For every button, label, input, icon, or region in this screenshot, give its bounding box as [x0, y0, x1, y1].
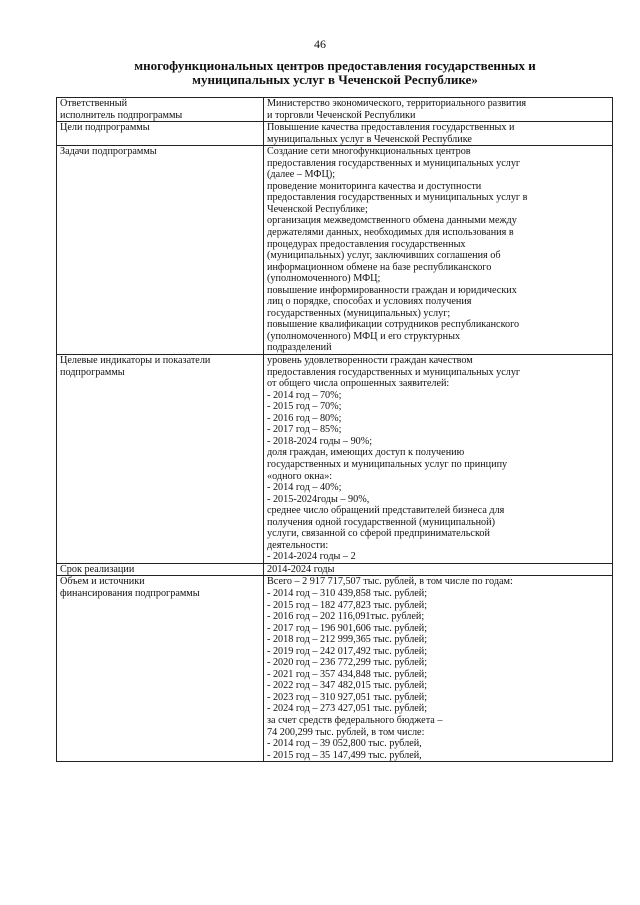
row-content-cell — [264, 576, 613, 762]
content-line: 74 200,299 тыс. рублей, в том числе: — [267, 726, 425, 738]
content-line: «одного окна»: — [267, 470, 333, 482]
content-line: - 2015 год – 35 147,499 тыс. рублей, — [267, 749, 422, 761]
row-label-cell — [57, 576, 264, 762]
section-title — [60, 59, 610, 87]
content-line: - 2024 год – 273 427,051 тыс. рублей; — [267, 703, 428, 715]
content-line: муниципальных услуг в Чеченской Республике — [267, 133, 472, 145]
content-line: - 2023 год – 310 927,051 тыс. рублей; — [267, 691, 428, 703]
content-line: повышение информированности граждан и юридических — [267, 284, 517, 296]
content-line: повышение квалификации сотрудников республиканского — [267, 319, 520, 331]
content-line: проведение мониторинга качества и доступности — [267, 180, 482, 192]
content-line: - 2016 год – 202 116,091тыс. рублей; — [267, 611, 425, 623]
content-line: организация межведомственного обмена данными между — [267, 215, 517, 227]
content-line: - 2014-2024 годы – 2 — [267, 551, 356, 563]
content-line: (уполномоченного) МФЦ и его структурных — [267, 330, 461, 342]
content-line: услуги, связанной со сферой предпринимательской — [267, 528, 490, 540]
content-line: Создание сети многофункциональных центров — [267, 146, 471, 158]
label-line: Целевые индикаторы и показатели — [60, 355, 211, 367]
row-content-cell — [264, 355, 613, 564]
content-line: - 2022 год – 347 482,015 тыс. рублей; — [267, 680, 428, 692]
content-line: лиц о порядке, способах и условиях получения — [267, 296, 472, 308]
label-line: подпрограммы — [60, 366, 125, 378]
content-line: (муниципальных) услуг, заключивших соглашения об — [267, 250, 501, 262]
content-line: - 2020 год – 236 772,299 тыс. рублей; — [267, 657, 428, 669]
content-line: - 2015 год – 182 477,823 тыс. рублей; — [267, 599, 428, 611]
content-line: уровень удовлетворенности граждан качеством — [267, 355, 473, 367]
content-line: - 2019 год – 242 017,492 тыс. рублей; — [267, 645, 428, 657]
table-row — [57, 146, 613, 355]
content-line: от общего числа опрошенных заявителей: — [267, 378, 450, 390]
content-line: - 2014 год – 70%; — [267, 389, 342, 401]
content-line: Повышение качества предоставления государственных и — [267, 122, 515, 134]
content-line: - 2017 год – 196 901,606 тыс. рублей; — [267, 622, 428, 634]
label-line: Ответственный — [60, 98, 128, 109]
content-line: - 2014 год – 39 052,800 тыс. рублей, — [267, 738, 422, 750]
content-line: предоставления государственных и муниципальных услуг — [267, 157, 521, 169]
content-line: подразделений — [267, 342, 332, 354]
content-line: среднее число обращений представителей бизнеса для — [267, 505, 505, 517]
content-line: предоставления государственных и муниципальных услуг в — [267, 192, 528, 204]
content-line: предоставления государственных и муниципальных услуг — [267, 366, 521, 378]
table-row — [57, 576, 613, 762]
content-line: - 2014 год – 40%; — [267, 482, 342, 494]
content-line: - 2018 год – 212 999,365 тыс. рублей; — [267, 634, 428, 646]
content-line: Министерство экономического, территориального развития — [267, 98, 527, 109]
content-line: - 2018-2024 годы – 90%; — [267, 435, 373, 447]
row-content-cell — [264, 146, 613, 355]
label-line: Задачи подпрограммы — [60, 146, 157, 158]
label-line: Цели подпрограммы — [60, 122, 150, 134]
content-line: - 2017 год – 85%; — [267, 424, 342, 436]
content-line: - 2021 год – 357 434,848 тыс. рублей; — [267, 668, 428, 680]
table-row — [57, 98, 613, 122]
page-number: 46 — [314, 37, 326, 51]
content-line: информационном обмене на базе республиканского — [267, 261, 492, 273]
row-content-cell — [264, 122, 613, 146]
title-line: многофункциональных центров предоставления государственных и — [134, 59, 536, 73]
content-line: Всего – 2 917 717,507 тыс. рублей, в том числе по годам: — [267, 576, 513, 588]
content-line: Чеченской Республике; — [267, 203, 368, 215]
content-line: - 2014 год – 310 439,858 тыс. рублей; — [267, 587, 428, 599]
title-line: муниципальных услуг в Чеченской Республике» — [192, 73, 478, 87]
content-line: - 2016 год – 80%; — [267, 412, 342, 424]
label-line: Срок реализации — [60, 563, 135, 575]
subprogram-passport-table — [56, 97, 613, 762]
content-line: получения одной государственной (муниципальной) — [267, 516, 495, 528]
row-label-cell — [57, 355, 264, 564]
content-line: и торговли Чеченской Республики — [267, 109, 416, 121]
table-row — [57, 563, 613, 576]
content-line: (далее – МФЦ); — [267, 169, 336, 181]
label-line: Объем и источники — [60, 576, 145, 588]
table-row — [57, 355, 613, 564]
content-line: 2014-2024 годы — [267, 563, 335, 575]
label-line: финансирования подпрограммы — [60, 587, 200, 599]
row-label-cell — [57, 146, 264, 355]
content-line: - 2015 год – 70%; — [267, 401, 342, 413]
row-content-cell — [264, 98, 613, 122]
content-line: (уполномоченного) МФЦ; — [267, 273, 381, 285]
content-line: держателями данных, необходимых для использования в — [267, 227, 514, 239]
content-line: доля граждан, имеющих доступ к получению — [267, 447, 465, 459]
content-line: - 2015-2024годы – 90%, — [267, 493, 370, 505]
content-line: деятельности: — [267, 539, 329, 551]
row-label-cell — [57, 122, 264, 146]
content-line: за счет средств федерального бюджета – — [267, 714, 443, 726]
table-row — [57, 122, 613, 146]
row-label-cell — [57, 563, 264, 576]
content-line: процедурах предоставления государственных — [267, 238, 466, 250]
content-line: государственных (муниципальных) услуг; — [267, 307, 451, 319]
row-label-cell — [57, 98, 264, 122]
row-content-cell — [264, 563, 613, 576]
content-line: государственных и муниципальных услуг по принципу — [267, 458, 508, 470]
label-line: исполнитель подпрограммы — [60, 109, 183, 121]
